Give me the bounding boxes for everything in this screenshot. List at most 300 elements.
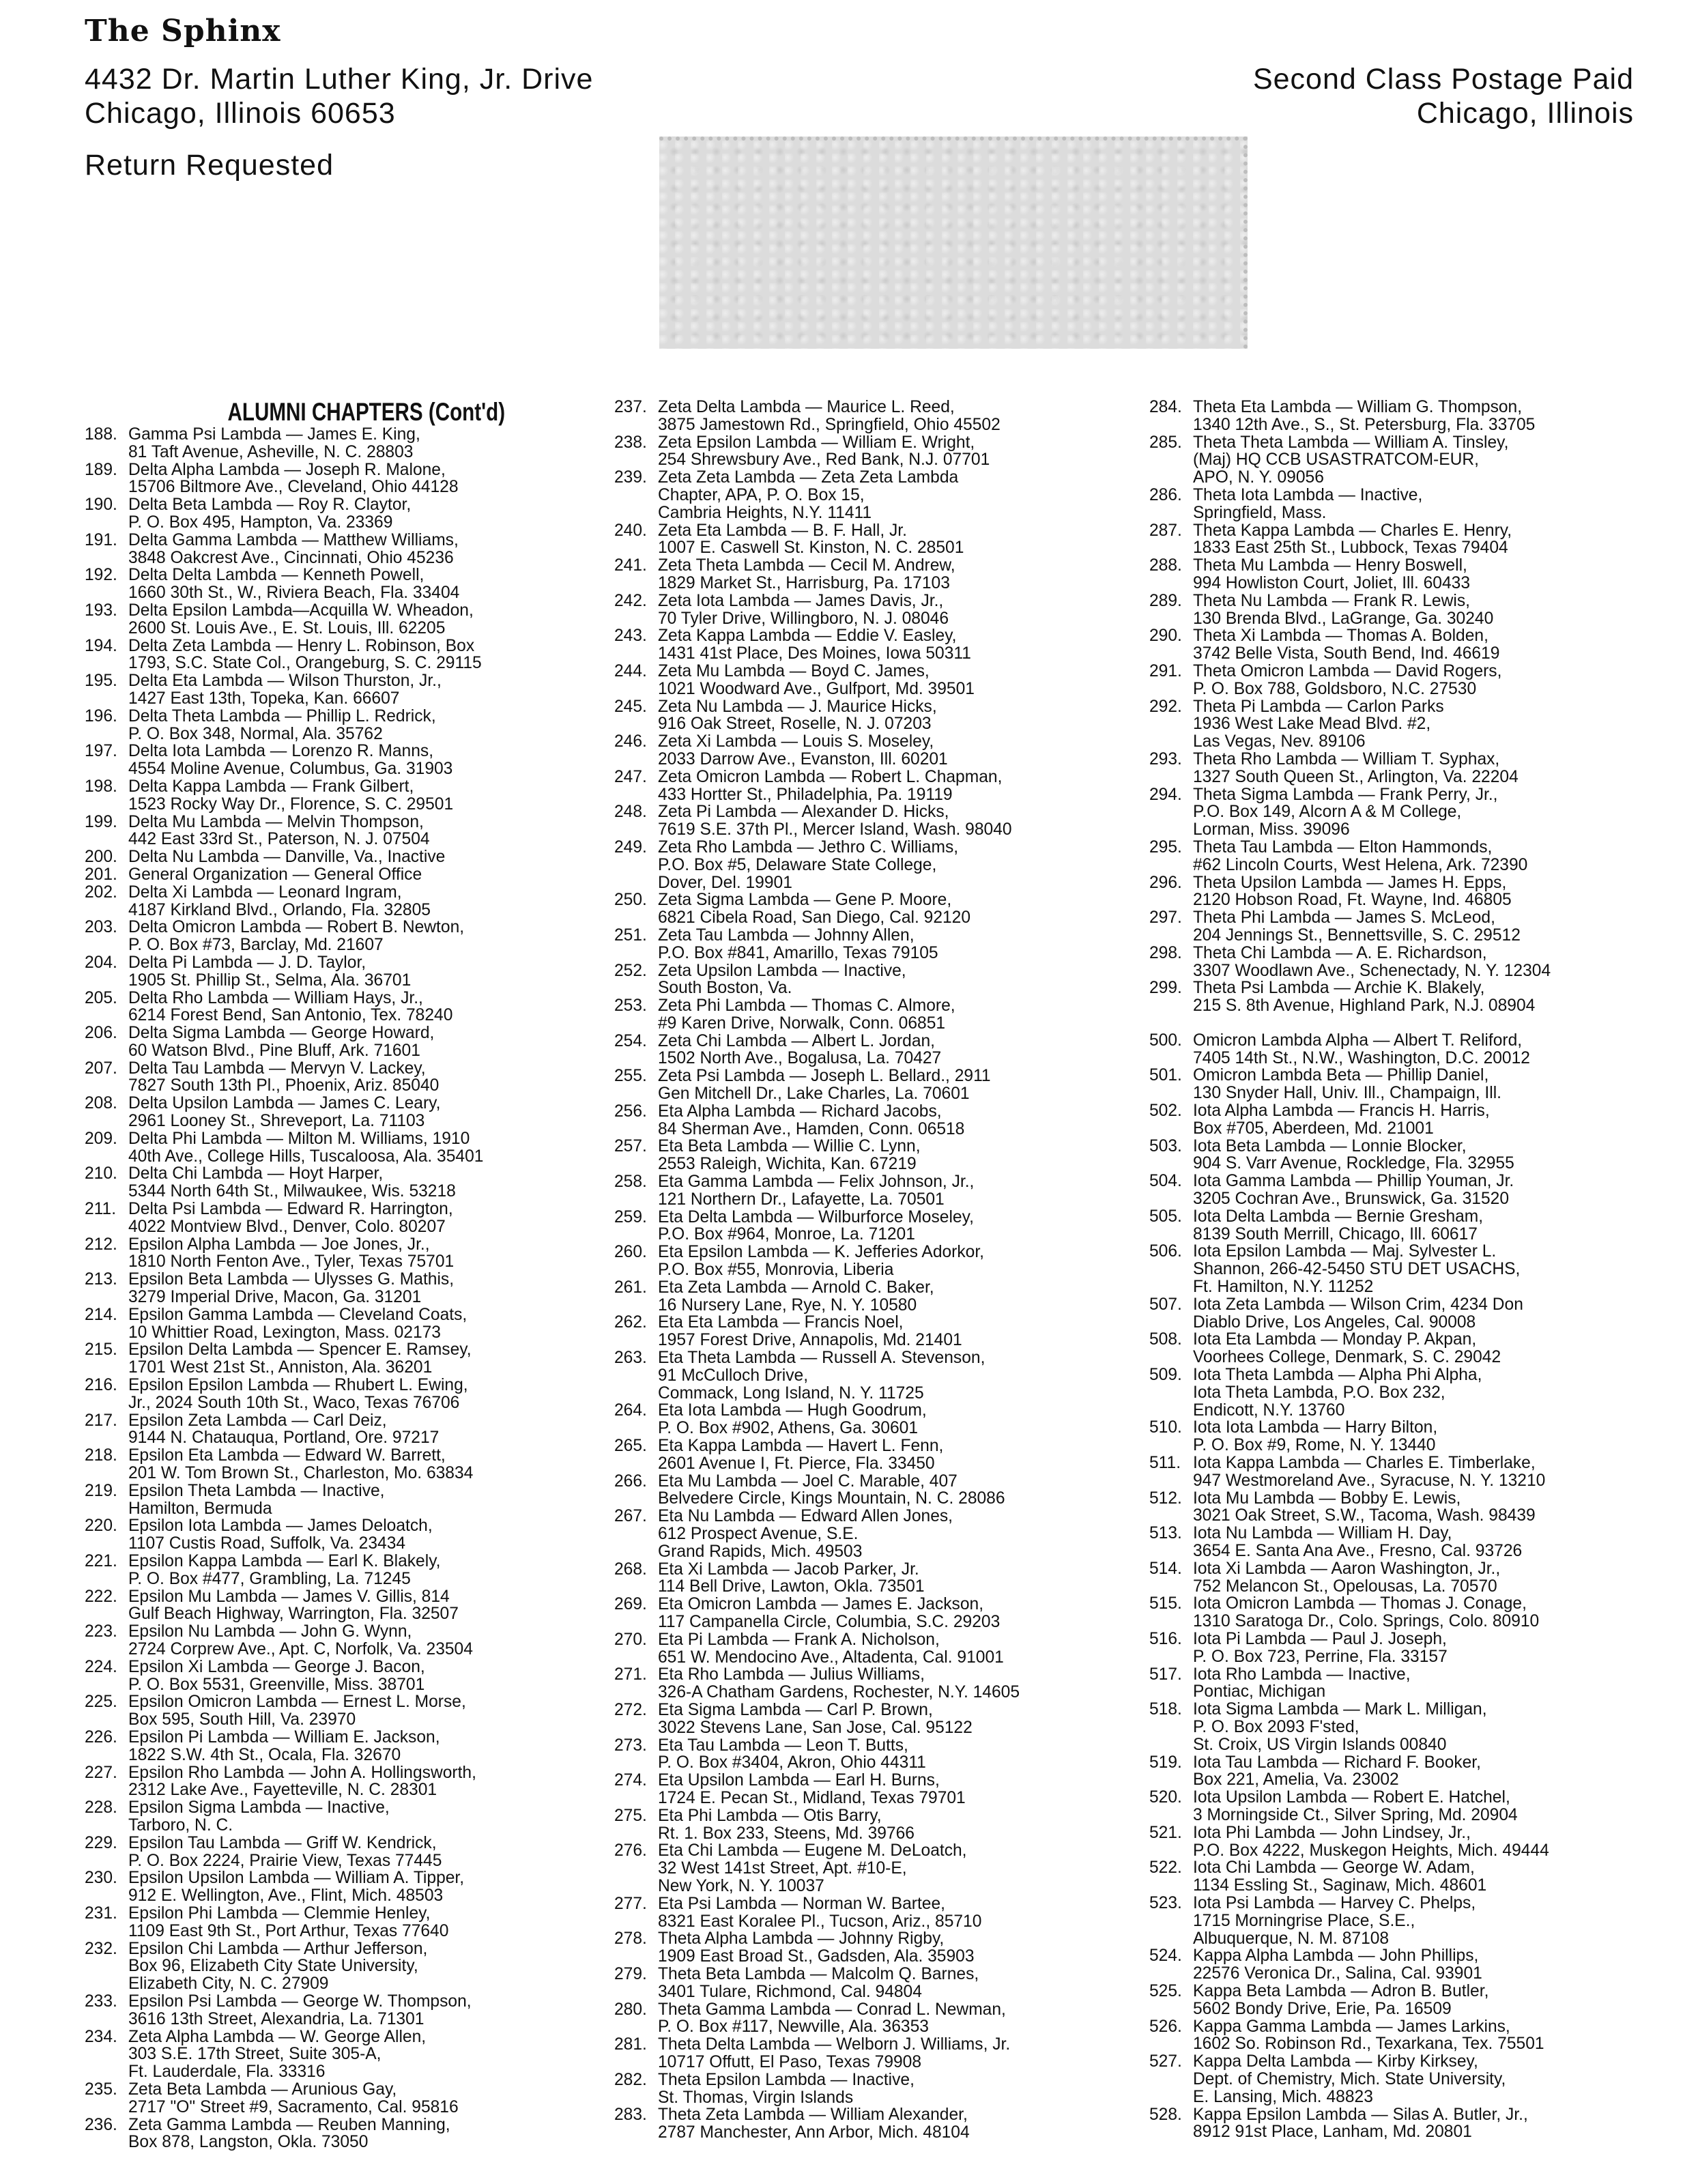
chapter-name-line: Delta Eta Lambda — Wilson Thurston, Jr., xyxy=(128,672,442,691)
chapter-number: 267. xyxy=(614,1507,647,1526)
chapter-name-line: Theta Iota Lambda — Inactive, xyxy=(1193,485,1423,504)
chapter-address-line: 2787 Manchester, Ann Arbor, Mich. 48104 xyxy=(658,2123,970,2142)
chapter-details xyxy=(658,1966,1149,2001)
chapter-address-line: Cambria Heights, N.Y. 11411 xyxy=(658,503,872,522)
chapter-name-line: Zeta Pi Lambda — Alexander D. Hicks, xyxy=(658,803,949,822)
chapter-name-line: Zeta Epsilon Lambda — William E. Wright, xyxy=(658,433,975,452)
chapter-name-line: Epsilon Tau Lambda — Griff W. Kendrick, xyxy=(128,1833,437,1852)
chapter-name-line: Theta Kappa Lambda — Charles E. Henry, xyxy=(1193,521,1512,540)
chapter-number: 221. xyxy=(85,1552,117,1570)
chapter-name-line: Epsilon Pi Lambda — William E. Jackson, xyxy=(128,1727,440,1747)
chapter-name-line: Iota Tau Lambda — Richard F. Booker, xyxy=(1193,1753,1481,1772)
chapter-name-line: Iota Xi Lambda — Aaron Washington, Jr., xyxy=(1193,1559,1501,1578)
chapter-details xyxy=(128,637,620,673)
chapter-address-line: 1502 North Ave., Bogalusa, La. 70427 xyxy=(658,1049,942,1068)
chapter-address-line: Ft. Hamilton, N.Y. 11252 xyxy=(1193,1278,1374,1297)
chapter-name-line: Zeta Tau Lambda — Johnny Allen, xyxy=(658,925,915,945)
chapter-name-line: Eta Alpha Lambda — Richard Jacobs, xyxy=(658,1102,942,1121)
chapter-number: 255. xyxy=(614,1067,647,1086)
chapter-address-line: APO, N. Y. 09056 xyxy=(1193,468,1324,487)
chapter-details xyxy=(128,1588,620,1624)
chapter-address-line: 1427 East 13th, Topeka, Kan. 66607 xyxy=(128,689,400,708)
chapter-number: 251. xyxy=(614,925,647,945)
chapter-details xyxy=(128,708,620,743)
chapter-entry xyxy=(85,1658,620,1694)
chapter-details xyxy=(1193,1208,1668,1244)
chapter-address-line: 1701 West 21st St., Anniston, Ala. 36201 xyxy=(128,1358,433,1377)
chapter-details xyxy=(128,496,620,532)
chapter-details xyxy=(658,1244,1149,1279)
chapter-entry xyxy=(1149,1895,1668,1947)
chapter-details xyxy=(128,1377,620,1412)
chapter-address-line: 81 Taft Avenue, Asheville, N. C. 28803 xyxy=(128,442,414,461)
chapter-number: 282. xyxy=(614,2070,647,2089)
chapter-name-line: Epsilon Chi Lambda — Arthur Jefferson, xyxy=(128,1939,428,1958)
chapter-address-line: P. O. Box 723, Perrine, Fla. 33157 xyxy=(1193,1647,1448,1666)
chapter-number: 204. xyxy=(85,953,117,972)
chapter-name-line: Zeta Nu Lambda — J. Maurice Hicks, xyxy=(658,697,937,716)
chapter-details xyxy=(1193,945,1668,980)
chapter-details xyxy=(128,990,620,1025)
chapter-address-line: 3021 Oak Street, S.W., Tacoma, Wash. 98439 xyxy=(1193,1506,1536,1525)
chapter-name-line: Zeta Chi Lambda — Albert L. Jordan, xyxy=(658,1031,936,1050)
chapter-address-line: 5602 Bondy Drive, Erie, Pa. 16509 xyxy=(1193,1999,1452,2018)
chapter-entry xyxy=(614,803,1149,839)
chapter-name-line: Zeta Phi Lambda — Thomas C. Almore, xyxy=(658,996,955,1016)
chapter-name-line: Theta Beta Lambda — Malcolm Q. Barnes, xyxy=(658,1964,979,1983)
chapter-entry xyxy=(85,1693,620,1729)
chapter-details xyxy=(128,1130,620,1166)
chapter-name-line: Zeta Rho Lambda — Jethro C. Williams, xyxy=(658,837,959,857)
chapter-address-line: 4022 Montview Blvd., Denver, Colo. 80207 xyxy=(128,1217,446,1236)
chapter-name-line: General Organization — General Office xyxy=(128,865,422,884)
chapter-name-line: Eta Kappa Lambda — Havert L. Fenn, xyxy=(658,1437,944,1456)
chapter-details xyxy=(128,1799,620,1835)
chapter-number: 288. xyxy=(1149,556,1182,575)
chapter-address-line: 3205 Cochran Ave., Brunswick, Ga. 31520 xyxy=(1193,1190,1510,1209)
chapter-name-line: Zeta Theta Lambda — Cecil M. Andrew, xyxy=(658,556,955,575)
chapter-details xyxy=(658,399,1149,434)
chapter-details xyxy=(1193,1173,1668,1208)
chapter-entry xyxy=(1149,2106,1668,2142)
chapter-number: 240. xyxy=(614,521,647,540)
chapter-number: 247. xyxy=(614,767,647,786)
chapter-address-line: Endicott, N.Y. 13760 xyxy=(1193,1400,1345,1420)
chapter-address-line: 1829 Market St., Harrisburg, Pa. 17103 xyxy=(658,573,950,592)
chapter-address-line: South Boston, Va. xyxy=(658,979,792,998)
chapter-name-line: Epsilon Epsilon Lambda — Rhubert L. Ewing, xyxy=(128,1376,468,1395)
chapter-number: 265. xyxy=(614,1437,647,1456)
chapter-entry xyxy=(614,2071,1149,2107)
chapter-details xyxy=(1193,434,1668,487)
chapter-number: 280. xyxy=(614,2000,647,2019)
chapter-entry xyxy=(85,1201,620,1236)
chapter-details xyxy=(1193,1754,1668,1790)
chapter-details xyxy=(658,592,1149,628)
chapter-number: 285. xyxy=(1149,433,1182,452)
chapter-number: 191. xyxy=(85,530,117,549)
chapter-number: 269. xyxy=(614,1595,647,1614)
chapter-address-line: Jr., 2024 South 10th St., Waco, Texas 76706 xyxy=(128,1393,460,1412)
chapter-name-line: Iota Sigma Lambda — Mark L. Milligan, xyxy=(1193,1700,1487,1719)
chapter-number: 516. xyxy=(1149,1629,1182,1648)
chapter-details xyxy=(1193,1296,1668,1332)
chapter-number: 199. xyxy=(85,812,117,831)
chapter-details xyxy=(1193,1859,1668,1895)
chapter-details xyxy=(128,602,620,637)
chapter-entry xyxy=(85,990,620,1025)
chapter-name-line: Eta Phi Lambda — Otis Barry, xyxy=(658,1806,882,1825)
chapter-details xyxy=(1193,1947,1668,1983)
chapter-name-line: Eta Gamma Lambda — Felix Johnson, Jr., xyxy=(658,1173,975,1192)
chapter-address-line: Ft. Lauderdale, Fla. 33316 xyxy=(128,2063,326,2082)
chapter-name-line: Iota Iota Lambda — Harry Bilton, xyxy=(1193,1418,1438,1437)
chapter-entry xyxy=(1149,1630,1668,1666)
postage-notice: Second Class Postage Paid xyxy=(1252,63,1634,96)
chapter-entry xyxy=(85,1869,620,1905)
chapter-entry xyxy=(614,1842,1149,1895)
chapter-address-line: Diablo Drive, Los Angeles, Cal. 90008 xyxy=(1193,1312,1476,1332)
chapter-details xyxy=(658,768,1149,804)
chapter-address-line: Pontiac, Michigan xyxy=(1193,1682,1326,1701)
chapter-name-line: Epsilon Phi Lambda — Clemmie Henley, xyxy=(128,1903,431,1923)
chapter-address-line: 2600 St. Louis Ave., E. St. Louis, Ill. 62205 xyxy=(128,618,446,637)
chapter-name-line: Delta Delta Lambda — Kenneth Powell, xyxy=(128,566,424,585)
chapter-number: 512. xyxy=(1149,1489,1182,1508)
chapter-address-line: 117 Campanella Circle, Columbia, S.C. 29203 xyxy=(658,1612,1001,1631)
chapter-entry xyxy=(614,698,1149,734)
chapter-details xyxy=(128,1940,620,1993)
chapter-details xyxy=(128,461,620,497)
chapter-address-line: 3654 E. Santa Ana Ave., Fresno, Cal. 93726 xyxy=(1193,1542,1523,1560)
chapter-details xyxy=(658,2036,1149,2071)
chapter-details xyxy=(1193,1102,1668,1138)
chapter-details xyxy=(128,1024,620,1060)
chapter-number: 243. xyxy=(614,627,647,646)
chapter-address-line: Box 96, Elizabeth City State University, xyxy=(128,1957,418,1976)
chapter-details xyxy=(128,1658,620,1694)
chapter-address-line: 15706 Biltmore Ave., Cleveland, Ohio 44128 xyxy=(128,478,459,497)
chapter-entry xyxy=(85,2028,620,2081)
chapter-address-line: 303 S.E. 17th Street, Suite 305-A, xyxy=(128,2045,382,2064)
chapter-details xyxy=(658,839,1149,891)
chapter-number: 217. xyxy=(85,1411,117,1430)
chapter-details xyxy=(128,566,620,602)
chapter-number: 260. xyxy=(614,1243,647,1262)
chapter-address-line: Elizabeth City, N. C. 27909 xyxy=(128,1974,329,1994)
chapter-address-line: 3022 Stevens Lane, San Jose, Cal. 95122 xyxy=(658,1718,973,1737)
chapter-details xyxy=(658,1033,1149,1068)
chapter-entry xyxy=(1149,979,1668,1015)
chapter-address-line: 5344 North 64th St., Milwaukee, Wis. 53218 xyxy=(128,1182,456,1201)
chapter-name-line: Theta Zeta Lambda — William Alexander, xyxy=(658,2106,968,2125)
chapter-details xyxy=(1193,399,1668,434)
chapter-address-line: 201 W. Tom Brown St., Charleston, Mo. 63834 xyxy=(128,1464,474,1483)
chapter-address-line: 994 Howliston Court, Joliet, Ill. 60433 xyxy=(1193,573,1471,592)
chapter-number: 296. xyxy=(1149,873,1182,892)
chapter-entry xyxy=(1149,786,1668,839)
return-address-street: 4432 Dr. Martin Luther King, Jr. Drive xyxy=(85,63,594,96)
chapter-details xyxy=(128,1993,620,2028)
chapter-details xyxy=(1193,1243,1668,1295)
chapter-address-line: Albuquerque, N. M. 87108 xyxy=(1193,1929,1390,1948)
chapter-entry xyxy=(85,426,620,461)
chapter-number: 508. xyxy=(1149,1330,1182,1349)
chapter-details xyxy=(128,814,620,849)
chapter-name-line: Eta Epsilon Lambda — K. Jefferies Adorkor, xyxy=(658,1243,985,1262)
chapter-address-line: 3307 Woodlawn Ave., Schenectady, N. Y. 12304 xyxy=(1193,961,1551,980)
chapter-address-line: 1936 West Lake Mead Blvd. #2, xyxy=(1193,715,1431,734)
chapter-details xyxy=(128,1060,620,1095)
chapter-details xyxy=(1193,2106,1668,2142)
chapter-address-line: P. O. Box 2224, Prairie View, Texas 77445 xyxy=(128,1851,442,1870)
chapter-number: 289. xyxy=(1149,591,1182,610)
chapter-entry xyxy=(614,522,1149,558)
chapter-number: 259. xyxy=(614,1207,647,1226)
chapter-details xyxy=(128,1201,620,1236)
chapter-details xyxy=(128,778,620,814)
chapter-details xyxy=(128,2081,620,2116)
chapter-address-line: 8912 91st Place, Lanham, Md. 20801 xyxy=(1193,2123,1472,2142)
chapter-address-line: 1523 Rocky Way Dr., Florence, S. C. 29501 xyxy=(128,794,454,814)
chapter-details xyxy=(658,2106,1149,2142)
chapter-number: 232. xyxy=(85,1939,117,1958)
chapter-name-line: Epsilon Beta Lambda — Ulysses G. Mathis, xyxy=(128,1270,455,1289)
chapter-entry xyxy=(614,2001,1149,2037)
chapter-entry xyxy=(614,1596,1149,1631)
chapter-address-line: 1602 So. Robinson Rd., Texarkana, Tex. 75501 xyxy=(1193,2035,1544,2054)
chapter-number: 501. xyxy=(1149,1066,1182,1085)
chapter-number: 254. xyxy=(614,1031,647,1050)
chapter-address-line: Box 878, Langston, Okla. 73050 xyxy=(128,2133,369,2152)
chapter-number: 220. xyxy=(85,1517,117,1536)
chapter-details xyxy=(1193,698,1668,751)
chapter-entry xyxy=(1149,1525,1668,1560)
chapter-address-line: 6214 Forest Bend, San Antonio, Tex. 78240 xyxy=(128,1006,453,1025)
chapter-number: 261. xyxy=(614,1278,647,1297)
chapter-name-line: Theta Tau Lambda — Elton Hammonds, xyxy=(1193,837,1493,857)
chapter-details xyxy=(128,1412,620,1448)
chapter-entry xyxy=(85,708,620,743)
chapter-details xyxy=(1193,1366,1668,1419)
chapter-details xyxy=(1193,1067,1668,1102)
chapter-address-line: P.O. Box 4222, Muskegon Heights, Mich. 49444 xyxy=(1193,1841,1549,1860)
chapter-address-line: 442 East 33rd St., Paterson, N. J. 07504 xyxy=(128,830,430,849)
chapter-entry xyxy=(85,1165,620,1201)
chapter-entry xyxy=(1149,1824,1668,1860)
chapter-entry xyxy=(1149,1296,1668,1332)
chapter-entry xyxy=(1149,2018,1668,2054)
chapter-number: 281. xyxy=(614,2035,647,2054)
chapter-name-line: Epsilon Gamma Lambda — Cleveland Coats, xyxy=(128,1305,467,1324)
chapter-address-line: 3848 Oakcrest Ave., Cincinnati, Ohio 45236 xyxy=(128,548,454,567)
chapter-details xyxy=(128,848,620,866)
chapter-number: 190. xyxy=(85,495,117,515)
chapter-address-line: 7619 S.E. 37th Pl., Mercer Island, Wash. 98040 xyxy=(658,820,1012,839)
chapter-number: 279. xyxy=(614,1964,647,1983)
chapter-name-line: Iota Mu Lambda — Bobby E. Lewis, xyxy=(1193,1489,1461,1508)
chapter-name-line: Delta Chi Lambda — Hoyt Harper, xyxy=(128,1164,384,1183)
chapter-address-line: 1822 S.W. 4th St., Ocala, Fla. 32670 xyxy=(128,1745,401,1764)
chapter-details xyxy=(658,1402,1149,1437)
chapter-name-line: Delta Phi Lambda — Milton M. Williams, 1910 xyxy=(128,1129,470,1148)
chapter-name-line: Eta Delta Lambda — Wilburforce Moseley, xyxy=(658,1207,974,1226)
chapter-name-line: Eta Tau Lambda — Leon T. Butts, xyxy=(658,1736,908,1755)
chapter-number: 195. xyxy=(85,672,117,691)
chapter-number: 506. xyxy=(1149,1242,1182,1261)
chapter-entry xyxy=(614,733,1149,768)
chapter-name-line: Epsilon Iota Lambda — James Deloatch, xyxy=(128,1517,433,1536)
chapter-number: 219. xyxy=(85,1481,117,1500)
chapter-address-line: 215 S. 8th Avenue, Highland Park, N.J. 08904 xyxy=(1193,996,1536,1016)
chapter-name-line: Epsilon Eta Lambda — Edward W. Barrett, xyxy=(128,1446,446,1465)
chapter-name-line: Theta Pi Lambda — Carlon Parks xyxy=(1193,697,1444,716)
chapter-details xyxy=(658,698,1149,734)
chapter-details xyxy=(1193,874,1668,910)
chapter-entry xyxy=(1149,1947,1668,1983)
chapter-number: 239. xyxy=(614,468,647,487)
chapter-number: 528. xyxy=(1149,2105,1182,2124)
chapter-details xyxy=(128,532,620,567)
chapter-entry xyxy=(1149,1138,1668,1173)
chapter-entry xyxy=(614,768,1149,804)
chapter-name-line: Zeta Zeta Lambda — Zeta Zeta Lambda xyxy=(658,468,959,487)
publication-name: The Sphinx xyxy=(85,14,281,48)
chapter-entry xyxy=(614,557,1149,592)
chapter-number: 226. xyxy=(85,1727,117,1747)
chapter-entry xyxy=(614,1807,1149,1843)
chapter-details xyxy=(128,1764,620,1800)
chapter-address-line: P. O. Box #9, Rome, N. Y. 13440 xyxy=(1193,1436,1436,1455)
section-title: ALUMNI CHAPTERS (Cont'd) xyxy=(227,399,506,426)
chapter-details xyxy=(658,1807,1149,1843)
chapter-entry xyxy=(85,1377,620,1412)
chapter-address-line: 2033 Darrow Ave., Evanston, Ill. 60201 xyxy=(658,749,948,768)
chapter-address-line: 4554 Moline Avenue, Columbus, Ga. 31903 xyxy=(128,760,453,779)
chapter-number: 222. xyxy=(85,1587,117,1606)
chapter-entry xyxy=(85,919,620,954)
chapter-address-line: 6821 Cibela Road, San Diego, Cal. 92120 xyxy=(658,908,971,928)
chapter-entry xyxy=(614,1631,1149,1667)
chapter-name-line: Epsilon Nu Lambda — John G. Wynn, xyxy=(128,1622,412,1641)
chapter-address-line: 904 S. Varr Avenue, Rockledge, Fla. 32955 xyxy=(1193,1154,1514,1173)
chapter-address-line: 40th Ave., College Hills, Tuscaloosa, Ala. 35401 xyxy=(128,1147,484,1166)
chapter-entry xyxy=(614,1473,1149,1508)
chapter-number: 188. xyxy=(85,425,117,444)
chapter-entry xyxy=(1149,1243,1668,1295)
chapter-name-line: Eta Omicron Lambda — James E. Jackson, xyxy=(658,1595,984,1614)
chapter-entry xyxy=(85,1271,620,1306)
chapter-details xyxy=(1193,1630,1668,1666)
chapter-name-line: Iota Beta Lambda — Lonnie Blocker, xyxy=(1193,1136,1467,1155)
chapter-details xyxy=(1193,1666,1668,1701)
chapter-details xyxy=(128,1447,620,1482)
chapter-entry xyxy=(85,1447,620,1482)
chapter-name-line: Epsilon Mu Lambda — James V. Gillis, 814 xyxy=(128,1587,450,1606)
chapter-name-line: Delta Upsilon Lambda — James C. Leary, xyxy=(128,1094,441,1113)
chapter-entry xyxy=(614,839,1149,891)
chapter-address-line: Commack, Long Island, N. Y. 11725 xyxy=(658,1383,924,1403)
chapter-number: 295. xyxy=(1149,837,1182,857)
chapter-name-line: Theta Xi Lambda — Thomas A. Bolden, xyxy=(1193,627,1488,646)
chapter-entry xyxy=(614,1314,1149,1349)
chapter-address-line: 1021 Woodward Ave., Gulfport, Md. 39501 xyxy=(658,679,975,698)
chapter-details xyxy=(128,1517,620,1553)
chapter-number: 237. xyxy=(614,399,647,416)
chapter-address-line: 16 Nursery Lane, Rye, N. Y. 10580 xyxy=(658,1295,917,1314)
chapter-name-line: Zeta Upsilon Lambda — Inactive, xyxy=(658,961,906,980)
chapter-details xyxy=(1193,1701,1668,1753)
chapter-details xyxy=(128,1729,620,1764)
chapter-name-line: Iota Upsilon Lambda — Robert E. Hatchel, xyxy=(1193,1788,1510,1807)
chapter-details xyxy=(658,997,1149,1033)
chapter-entry xyxy=(1149,627,1668,663)
chapter-name-line: Zeta Iota Lambda — James Davis, Jr., xyxy=(658,591,944,610)
chapter-name-line: Epsilon Psi Lambda — George W. Thompson, xyxy=(128,1992,472,2011)
chapter-address-line: Iota Theta Lambda, P.O. Box 232, xyxy=(1193,1383,1445,1402)
chapter-details xyxy=(658,962,1149,998)
chapter-address-line: 1134 Essling St., Saginaw, Mich. 48601 xyxy=(1193,1876,1487,1895)
chapter-entry xyxy=(85,1905,620,1940)
chapter-number: 284. xyxy=(1149,399,1182,416)
chapter-number: 241. xyxy=(614,556,647,575)
chapter-details xyxy=(128,1236,620,1271)
chapter-details xyxy=(1193,663,1668,698)
chapter-entry xyxy=(1149,1032,1668,1067)
chapter-entry xyxy=(614,1244,1149,1279)
chapter-name-line: Epsilon Rho Lambda — John A. Hollingsworth, xyxy=(128,1763,476,1782)
chapter-address-line: P. O. Box #477, Grambling, La. 71245 xyxy=(128,1569,411,1588)
chapter-address-line: P.O. Box #964, Monroe, La. 71201 xyxy=(658,1225,915,1244)
chapter-name-line: Eta Xi Lambda — Jacob Parker, Jr. xyxy=(658,1560,919,1579)
chapter-address-line: 947 Westmoreland Ave., Syracuse, N. Y. 13210 xyxy=(1193,1471,1546,1490)
chapter-entry xyxy=(1149,1754,1668,1790)
chapter-number: 278. xyxy=(614,1929,647,1949)
chapter-address-line: 2553 Raleigh, Wichita, Kan. 67219 xyxy=(658,1155,917,1174)
chapter-number: 192. xyxy=(85,566,117,585)
chapter-number: 515. xyxy=(1149,1594,1182,1613)
chapter-name-line: Kappa Beta Lambda — Adron B. Butler, xyxy=(1193,1981,1489,2000)
chapter-name-line: Eta Rho Lambda — Julius Williams, xyxy=(658,1665,925,1684)
chapter-number: 242. xyxy=(614,591,647,610)
chapter-number: 500. xyxy=(1149,1031,1182,1050)
chapter-details xyxy=(1193,1789,1668,1824)
chapter-entry xyxy=(85,1095,620,1130)
return-address-city: Chicago, Illinois 60653 xyxy=(85,97,396,130)
chapter-name-line: Iota Psi Lambda — Harvey C. Phelps, xyxy=(1193,1893,1476,1912)
chapter-number: 502. xyxy=(1149,1102,1182,1121)
chapter-address-line: 1715 Morningrise Place, S.E., xyxy=(1193,1911,1415,1930)
chapter-number: 227. xyxy=(85,1763,117,1782)
chapter-name-line: Epsilon Sigma Lambda — Inactive, xyxy=(128,1798,390,1817)
chapter-name-line: Delta Gamma Lambda — Matthew Williams, xyxy=(128,530,459,549)
chapter-address-line: Grand Rapids, Mich. 49503 xyxy=(658,1542,863,1561)
chapter-details xyxy=(658,2071,1149,2107)
chapter-details xyxy=(128,1095,620,1130)
chapter-name-line: Eta Chi Lambda — Eugene M. DeLoatch, xyxy=(658,1841,967,1860)
chapter-address-line: 254 Shrewsbury Ave., Red Bank, N.J. 07701 xyxy=(658,450,990,470)
chapter-address-line: Voorhees College, Denmark, S. C. 29042 xyxy=(1193,1348,1501,1367)
chapter-entry xyxy=(1149,1490,1668,1525)
chapter-entry xyxy=(85,1764,620,1800)
chapter-details xyxy=(128,1553,620,1588)
chapter-address-line: 326-A Chatham Gardens, Rochester, N.Y. 14605 xyxy=(658,1683,1020,1702)
chapter-number: 526. xyxy=(1149,2017,1182,2036)
chapter-name-line: Zeta Omicron Lambda — Robert L. Chapman, xyxy=(658,767,1003,786)
chapter-entry xyxy=(614,927,1149,962)
chapter-entry xyxy=(85,496,620,532)
chapter-details xyxy=(128,743,620,778)
